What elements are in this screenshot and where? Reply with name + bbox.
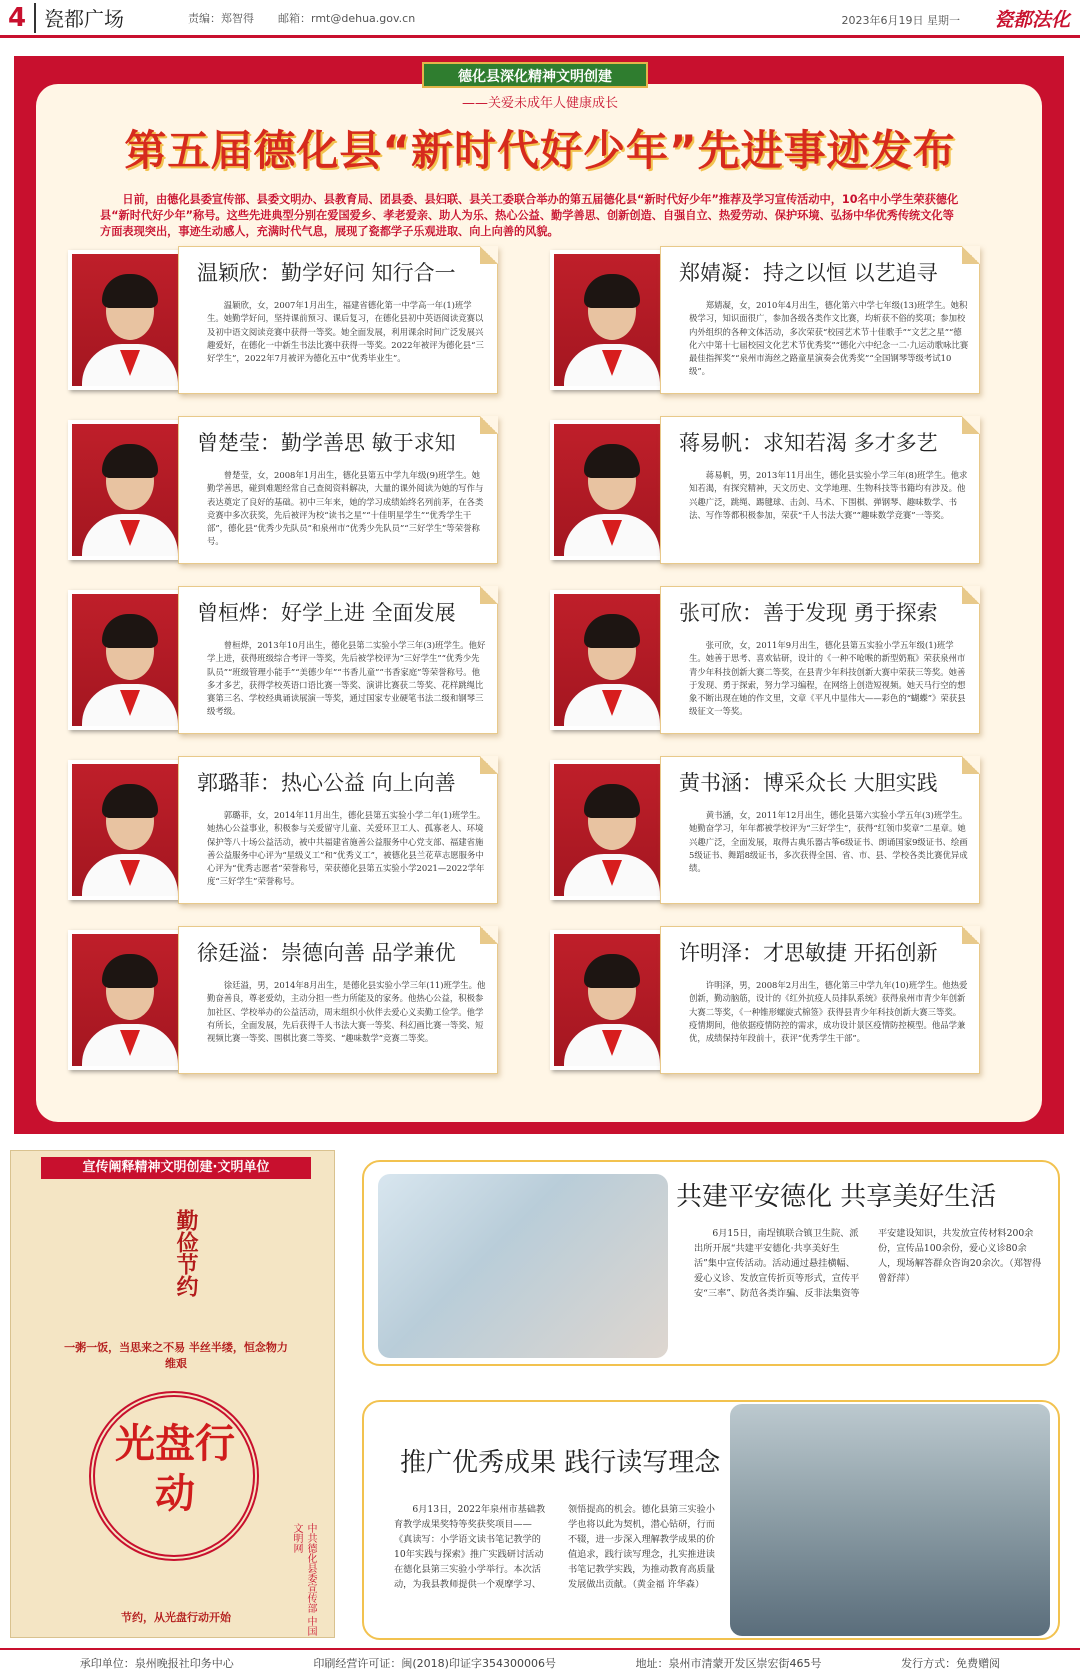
editor: 责编：郑智得 [188,11,254,25]
person-bio: 温颖欣，女，2007年1月出生，福建省德化第一中学高一年(1)班学生。她勤学好问，坚持课前预习、课后复习，在德化县初中英语阅读竞赛以及初中语文阅读竞赛中获得一等奖。她全面发展，利用课余时间广泛发展兴趣爱好，在德化一中新生书法比赛中获得一等奖。2022年被评为德化县“三好学生”，2022年7月被评为德化五中“优秀毕业生”。 [207,300,484,364]
person-card [58,416,498,568]
portrait-photo [550,250,668,390]
issue-date: 2023年6月19日 星期一 [841,14,960,27]
news-headline: 推广优秀成果 践行读写理念 [400,1448,721,1478]
person-headline: 温颖欣：勤学好问 知行合一 [197,261,456,285]
person-card [540,926,980,1078]
person-bio: 郑婧凝，女，2010年4月出生，德化第六中学七年级(13)班学生。她积极学习，知识面很广，参加各级各类作文比赛，均斩获不俗的奖项；参加校内外组织的各种文体活动，多次荣获“校园艺术节十佳歌手”“文艺之星”“德化六中第十七届校园文化艺术节优秀奖”“德化六中纪念一二·九运动歌咏比赛最佳指挥奖”“泉州市海丝之路童星演奏会优秀奖”“全国钢琴等级考试10级”。 [689,300,969,377]
print-license: 印刷经营许可证：闽(2018)印证字354300006号 [313,1656,556,1670]
news-headline: 共建平安德化 共享美好生活 [676,1182,997,1212]
page-footer [0,1648,1080,1675]
person-card [58,586,498,738]
newspaper-logo: 瓷都法化 [993,9,1070,31]
page-number: 4 [0,3,36,33]
section-name: 瓷都广场 [44,7,124,31]
portrait-photo [68,590,186,730]
person-bio: 许明泽，男，2008年2月出生，德化第三中学九年(10)班学生。他热爱创新，勤动脑筋，设计的《红外抗疫人员排队系统》获得泉州市青少年创新大赛二等奖，《一种锥形螺旋式棉签》获得县青少年科技创新大赛三等奖。疫情期间，他依据疫情防控的需求，成功设计景区疫情防控模型。他品学兼优，成绩保持年段前十，获评“优秀学生干部”。 [689,980,968,1044]
portrait-photo [68,930,186,1070]
distribution: 发行方式：免费赠阅 [901,1656,1001,1670]
civility-poster [10,1150,335,1638]
person-bio: 徐廷溢，男，2014年8月出生，是德化县实验小学三年(11)班学生。他勤奋善良，尊老爱幼，主动分担一些力所能及的家务。他热心公益，积极参加社区、学校举办的公益活动，周末组织小伙伴去爱心义卖勤工俭学。他学有所长，全面发展，先后获得千人书法大赛一等奖、科幻画比赛一等奖、短视频比赛一等奖、围棋比赛二等奖、“趣味数学”竞赛二等奖。 [207,980,486,1044]
profile-note [178,246,498,394]
profile-note [660,586,980,734]
profile-note [660,926,980,1074]
news-body: 6月15日，南埕镇联合镇卫生院、派出所开展“共建平安德化·共享美好生活”集中宣传活动。活动通过悬挂横幅、爱心义诊、发放宣传折页等形式，宣传平安“三率”、防范各类诈骗、反非法集资等平安建设知识，共发放宣传材料200余份，宣传品100余份，爱心义诊80余人，现场解答群众咨询20余次。（郑智得 曾舒萍） [694,1228,1042,1299]
poster-quote: 一粥一饭，当思来之不易 半丝半缕，恒念物力维艰 [64,1341,288,1370]
news-photo [378,1174,668,1358]
poster-header: 宣传阐释精神文明创建·文明单位 [41,1157,311,1179]
person-headline: 许明泽：才思敏捷 开拓创新 [679,941,938,965]
person-card [58,246,498,398]
feature-banner: 德化县深化精神文明创建 [422,62,648,88]
page-header [0,0,1080,38]
person-headline: 曾楚莹：勤学善思 敏于求知 [197,431,456,455]
portrait-photo [550,420,668,560]
person-bio: 黄书涵，女，2011年12月出生，德化县第六实验小学五年(3)班学生。她勤奋学习，年年都被学校评为“三好学生”，获得“红领巾奖章”二星章。她兴趣广泛，全面发展，取得古典乐器古筝6级证书、朗诵国家9级证书、绘画5级证书、舞蹈8级证书，多次获得全国、省、市、县、学校各类比赛优异成绩。 [689,810,968,874]
person-card [58,756,498,908]
person-headline: 蒋易帆：求知若渴 多才多艺 [679,431,938,455]
person-bio: 曾桓烨，2013年10月出生，德化县第二实验小学三年(3)班学生。他好学上进，获得班级综合考评一等奖，先后被学校评为“三好学生”“优秀少先队员”“班级管理小能手”“美德少年”“书香儿童”“书香家庭”等荣誉称号。他多才多艺，获得学校英语口语比赛一等奖、演讲比赛获二等奖、花样跳绳比赛第三名、学校经典诵读展演一等奖，通过国家专业硬笔书法二级和钢琴三级考级。 [207,640,486,717]
news-photo [730,1404,1050,1636]
news-box-reading [362,1400,1060,1640]
portrait-photo [68,760,186,900]
feature-subtitle: ——关爱未成年人健康成长 [461,96,618,111]
person-headline: 郭璐菲：热心公益 向上向善 [197,771,456,795]
person-bio: 郭璐菲，女，2014年11月出生，德化县第五实验小学二年(1)班学生。她热心公益事业，积极参与关爱留守儿童、关爱环卫工人、孤寡老人、环境保护等八十场公益活动，被中共福建省施善公益服务中心党支部、福建省施善公益服务中心评为“星级义工”和“优秀义工”，被德化县兰花草志愿服务中心评为“优秀志愿者”荣誉称号，荣获德化县第五实验小学2021—2022学年度“三好学生”荣誉称号。 [207,810,486,887]
profile-note [660,756,980,904]
portrait-photo [68,250,186,390]
address: 地址：泉州市清蒙开发区崇宏街465号 [635,1656,822,1670]
news-box-safety [362,1160,1060,1366]
person-card [540,756,980,908]
person-card [540,416,980,568]
poster-footer: 节约，从光盘行动开始 [121,1611,231,1624]
person-headline: 徐廷溢：崇德向善 品学兼优 [197,941,456,965]
portrait-photo [550,760,668,900]
printer: 承印单位：泉州晚报社印务中心 [79,1656,234,1670]
person-bio: 张可欣，女，2011年9月出生，德化县第五实验小学五年级(1)班学生。她善于思考、喜欢钻研，设计的《一种不呛喉的新型奶瓶》荣获泉州市青少年科技创新大赛二等奖，在县青少年科技创新大赛中荣获三等奖。她善于发现、勇于探索，努力学习编程，在网络上创造短视频。她天马行空的想象不断出现在她的作文里，文章《平凡中显伟大——彩色的“蝴蝶”》荣获县级征文一等奖。 [689,640,966,717]
profile-note [660,416,980,564]
profile-note [660,246,980,394]
feature-intro: 日前，由德化县委宣传部、县委文明办、县教育局、团县委、县妇联、县关工委联合举办的第五届德化县“新时代好少年”推荐及学习宣传活动中，10名中小学生荣获德化县“新时代好少年”称号。这些先进典型分别在爱国爱乡、孝老爱亲、助人为乐、热心公益、勤学善思、创新创造、自强自立、热爱劳动、保护环境、弘扬中华优秀传统文化等方面表现突出，事迹生动感人，充满时代气息，展现了瓷都学子乐观进取、向上向善的风貌。 [100,193,959,238]
profile-note [178,416,498,564]
person-bio: 曾楚莹，女，2008年1月出生，德化县第五中学九年级(9)班学生。她勤学善思，碰到难题经常自己查阅资料解决，大量的课外阅读为她的写作与表达奠定了良好的基础。初中三年来，她的学习成绩始终名列前茅，在各类竞赛中多次获奖，先后被评为校“读书之星”“十佳明星学生”“优秀学生干部”，德化县“优秀少先队员”和泉州市“优秀少先队员”“三好学生”等荣誉称号。 [207,470,484,547]
poster-motto: 勤俭节约 [173,1209,199,1297]
poster-organizer: 中共德化县委宣传部 中国文明网 [291,1523,316,1637]
portrait-photo [550,590,668,730]
profile-note [178,926,498,1074]
person-headline: 黄书涵：博采众长 大胆实践 [679,771,938,795]
poster-slogan: 光盘行动 [115,1421,235,1517]
person-bio: 蒋易帆，男，2013年11月出生，德化县实验小学三年(8)班学生。他求知若渴，有探究精神，天文历史、文学地理、生物科技等书籍均有涉及。他兴趣广泛，跳绳、踢毽球、击剑、马术、下围棋、弹钢琴、趣味数学、书法、写作等都积极参加，荣获“千人书法大赛”“趣味数学竞赛”一等奖。 [689,470,968,520]
person-card [58,926,498,1078]
person-headline: 郑婧凝：持之以恒 以艺追寻 [679,261,938,285]
person-headline: 张可欣：善于发现 勇于探索 [679,601,938,625]
profile-note [178,756,498,904]
portrait-photo [68,420,186,560]
news-body: 6月13日，2022年泉州市基础教育教学成果奖特等奖获奖项目——《真读写：小学语文读书笔记教学的10年实践与探索》推广实践研讨活动在德化县第三实验小学举行。本次活动，为我县教师提供一个观摩学习、领悟提高的机会。德化县第三实验小学也将以此为契机，潜心钻研，行而不辍，进一步深入理解教学成果的价值追求，践行读写理念，扎实推进读书笔记教学实践，为推动教育高质量发展做出贡献。（黄金福 许华森） [394,1504,715,1590]
profile-note [178,586,498,734]
person-card [540,246,980,398]
person-card [540,586,980,738]
portrait-photo [550,930,668,1070]
email: 邮箱：rmt@dehua.gov.cn [278,11,416,25]
feature-title: 第五届德化县“新时代好少年”先进事迹发布 [124,126,956,175]
person-headline: 曾桓烨：好学上进 全面发展 [197,601,456,625]
